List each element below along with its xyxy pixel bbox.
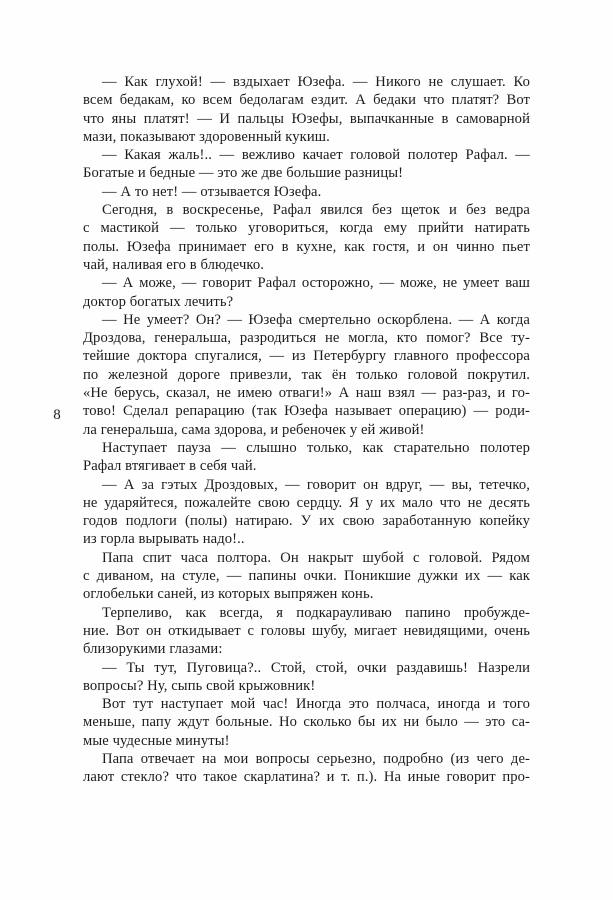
text-line: Наступает пауза — слышно только, как старательно полотер (102, 439, 530, 456)
text-line: лают стекло? что такое скарлатина? и т. п.). На иные говорит про- (83, 769, 530, 786)
text-line: с мастикой — только уговориться, когда ему прийти натирать (83, 220, 530, 237)
text-line: Вот тут наступает мой час! Иногда это полчаса, иногда и того (102, 696, 530, 713)
text-line: «Не берусь, сказал, не имею отваги!» А наш взял — раз-раз, и го- (83, 385, 530, 402)
text-line: по железной дороге привезли, так ён только головой покрутил. (83, 366, 530, 383)
text-line: что яны платят! — И пальцы Юзефы, выпачканные в самоварной (83, 110, 530, 127)
text-line: Рафал втягивает в себя чай. (83, 458, 257, 475)
text-line: оглобельки саней, из которых выпряжен конь. (83, 586, 374, 603)
text-line: — Ты тут, Пуговица?.. Стой, стой, очки раздавишь! Назрели (102, 659, 530, 676)
text-line: Сегодня, в воскресенье, Рафал явился без щеток и без ведра (102, 202, 530, 219)
text-line: меньше, папу ждут больные. Но сколько бы их ни было — это са- (83, 714, 530, 731)
text-line: из горла вырывать надо!.. (83, 531, 245, 548)
text-line: Папа спит часа полтора. Он накрыт шубой с головой. Рядом (102, 549, 530, 566)
text-line: Богатые и бедные — это же две большие разницы! (83, 165, 404, 182)
text-line: ла генеральша, сама здорова, и ребеночек у ей живой! (83, 421, 425, 438)
text-line: всем бедакам, ко всем бедолагам ездит. А бедаки что платят? Вот (83, 92, 530, 109)
text-line: Дроздова, генеральша, разродиться не могла, кто помог? Все ту- (83, 330, 530, 347)
text-line: вопросы? Ну, сыпь свой крыжовник! (83, 677, 316, 694)
text-line: не ударяйтеся, пожалейте свою сердцу. Я у их мало что не десять (83, 494, 530, 511)
page-number: 8 (53, 407, 61, 423)
text-line: тейшие доктора спугалися, — из Петербургу главного профессора (83, 348, 530, 365)
text-line: Терпеливо, как всегда, я подкарауливаю папино пробужде- (102, 604, 530, 621)
text-line: — А то нет! — отзывается Юзефа. (102, 183, 322, 200)
text-line: ние. Вот он откидывает с головы шубу, мигает невидящими, очень (83, 622, 530, 639)
text-line: с диваном, на стуле, — папины очки. Поникшие дужки их — как (83, 568, 530, 585)
text-line: доктор богатых лечить? (83, 293, 234, 310)
text-line: — А може, — говорит Рафал осторожно, — може, не умеет ваш (102, 275, 530, 292)
text-block (83, 73, 530, 787)
text-line: полы. Юзефа принимает его в кухне, как гостя, и он чинно пьет (83, 238, 530, 255)
text-line: — Не умеет? Он? — Юзефа смертельно оскорблена. — А когда (102, 311, 530, 328)
text-line: мази, показывают здоровенный кукиш. (83, 128, 330, 145)
text-line: тово! Сделал репарацию (так Юзефа называет операцию) — роди- (83, 403, 530, 420)
text-line: мые чудесные минуты! (83, 732, 230, 749)
text-line: годов подлоги (полы) натираю. У их свою заработанную копейку (83, 513, 530, 530)
text-line: — Какая жаль!.. — вежливо качает головой полотер Рафал. — (102, 147, 530, 164)
text-line: — Как глухой! — вздыхает Юзефа. — Никого не слушает. Ко (102, 74, 530, 90)
text-line: — А за гэтых Дроздовых, — говорит он вдруг, — вы, тетечко, (102, 476, 530, 493)
text-line: близорукими глазами: (83, 641, 223, 658)
text-line: чай, наливая его в блюдечко. (83, 256, 265, 273)
text-line: Папа отвечает на мои вопросы серьезно, подробно (из чего де- (102, 750, 530, 767)
